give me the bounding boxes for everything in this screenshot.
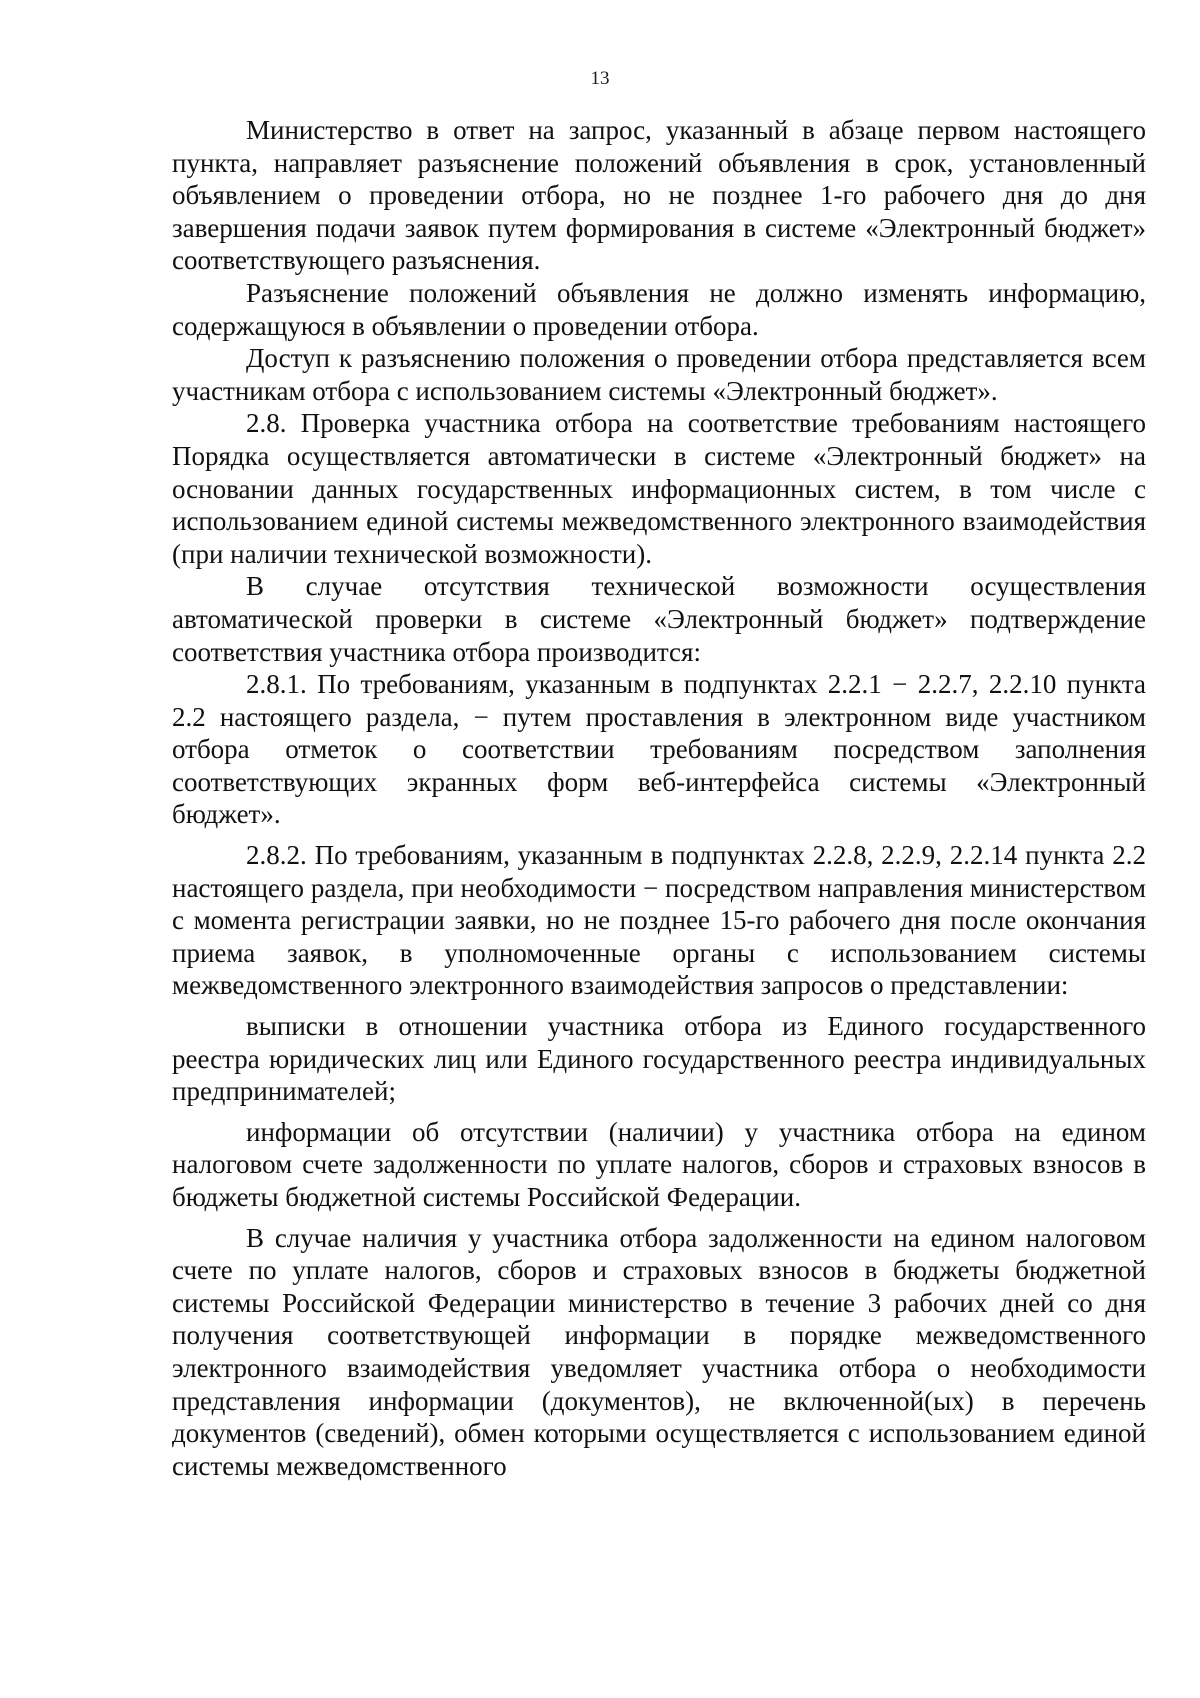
paragraph-section-2-8-1: 2.8.1. По требованиям, указанным в подпунктах 2.2.1 − 2.2.7, 2.2.10 пункта 2.2 настоящего раздела, − путем проставления в электронном виде участником отбора отметок о соответствии требованиям посредством заполнения соответствующих экранных форм веб-интерфейса системы «Электронный бюджет». (172, 669, 1146, 830)
paragraph-section-2-8: 2.8. Проверка участника отбора на соответствие требованиям настоящего Порядка осуществляется автоматически в системе «Электронный бюджет» на основании данных государственных информационных систем, в том числе с использованием единой системы межведомственного электронного взаимодействия (при наличии технической возможности). (172, 408, 1146, 569)
page-number: 13 (590, 68, 610, 89)
paragraph-section-2-8-2: 2.8.2. По требованиям, указанным в подпунктах 2.2.8, 2.2.9, 2.2.14 пункта 2.2 настоящего раздела, при необходимости − посредством направления министерством с момента регистрации заявки, но не позднее 15-го рабочего дня после окончания приема заявок, в уполномоченные органы с использованием системы межведомственного электронного взаимодействия запросов о представлении: (172, 840, 1146, 1001)
paragraph-no-technical-possibility: В случае отсутствия технической возможности осуществления автоматической проверки в системе «Электронный бюджет» подтверждение соответствия участника отбора производится: (172, 571, 1146, 667)
paragraph-ministry-response: Министерство в ответ на запрос, указанный в абзаце первом настоящего пункта, направляет разъяснение положений объявления в срок, установленный объявлением о проведении отбора, но не позднее 1-го рабочего дня до дня завершения подачи заявок путем формирования в системе «Электронный бюджет» соответствующего разъяснения. (172, 115, 1146, 276)
paragraph-registry-extract: выписки в отношении участника отбора из Единого государственного реестра юридических лиц или Единого государственного реестра индивидуальных предпринимателей; (172, 1011, 1146, 1107)
paragraph-clarification-access: Доступ к разъяснению положения о проведении отбора представляется всем участникам отбора с использованием системы «Электронный бюджет». (172, 343, 1146, 406)
document-body (172, 114, 1146, 1482)
paragraph-tax-debt-info: информации об отсутствии (наличии) у участника отбора на едином налоговом счете задолженности по уплате налогов, сборов и страховых взносов в бюджеты бюджетной системы Российской Федерации. (172, 1116, 1146, 1212)
paragraph-debt-notification: В случае наличия у участника отбора задолженности на едином налоговом счете по уплате налогов, сборов и страховых взносов в бюджеты бюджетной системы Российской Федерации министерство в течение 3 рабочих дней со дня получения соответствующей информации в порядке межведомственного электронного взаимодействия уведомляет участника отбора о необходимости представления информации (документов), не включенной(ых) в перечень документов (сведений), обмен которыми осуществляется с использованием единой системы межведомственного (172, 1222, 1146, 1481)
paragraph-clarification-limits: Разъяснение положений объявления не должно изменять информацию, содержащуюся в объявлении о проведении отбора. (172, 277, 1146, 341)
